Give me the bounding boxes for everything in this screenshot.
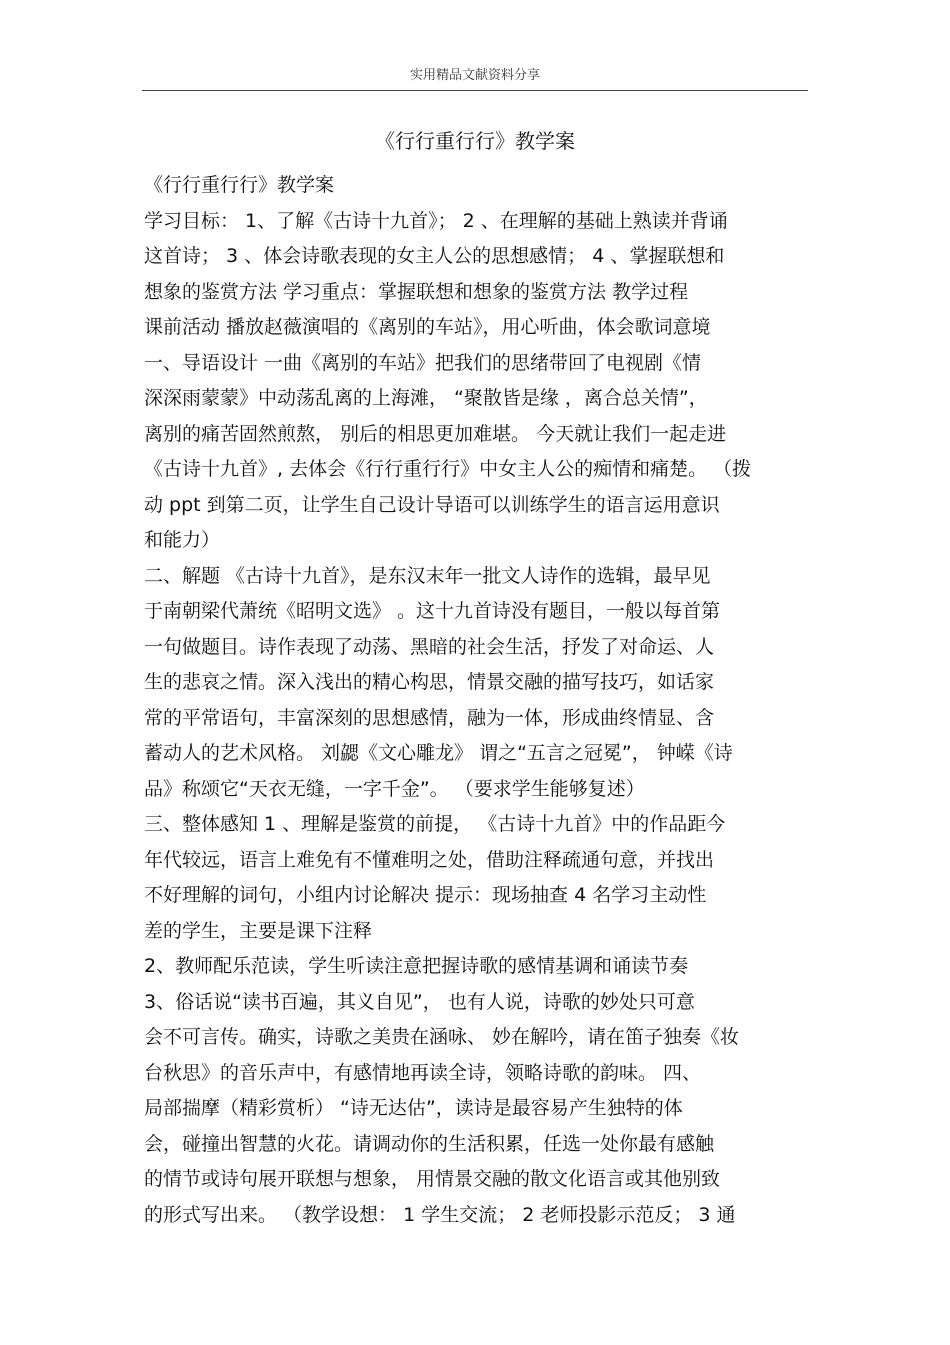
body-line: 不好理解的词句，小组内讨论解决 提示：现场抽查 4 名学习主动性 [144,884,707,906]
body-line: 《行行重行行》教学案 [144,174,335,196]
page-header: 实用精品文献资料分享 [409,68,540,83]
document-body [144,168,808,1233]
body-line: 局部揣摩（精彩赏析） “诗无达估”，读诗是最容易产生独特的体 [144,1097,683,1119]
body-line: 一、导语设计 一曲《离别的车站》把我们的思绪带回了电视剧《情 [144,351,702,374]
body-line: 生的悲哀之情。深入浅出的精心构思，情景交融的描写技巧，如话家 [144,671,715,693]
body-line: 二、解题 《古诗十九首》，是东汉末年一批文人诗作的选辑，最早见 [144,564,711,587]
body-line: 的形式写出来。 （教学设想： 1 学生交流； 2 老师投影示范反； 3 通 [144,1203,736,1226]
body-line: 三、整体感知 1 、理解是鉴赏的前提， 《古诗十九首》中的作品距今 [144,813,726,835]
body-line: 这首诗； 3 、体会诗歌表现的女主人公的思想感情； 4 、掌握联想和 [144,245,725,267]
header-divider [142,90,808,91]
body-line: 会，碰撞出智慧的火花。请调动你的生活积累，任选一处你最有感触 [144,1132,715,1155]
body-line: 深深雨蒙蒙》中动荡乱离的上海滩， “聚散皆是缘 ，离合总关情”， [144,387,708,409]
body-line: 差的学生，主要是课下注释 [144,919,373,942]
body-line: 离别的痛苦固然煎熬， 别后的相思更加难堪。 今天就让我们一起走进 [144,422,727,445]
document-title: 《行行重行行》教学案 [375,129,575,153]
body-line: 于南朝梁代萧统《昭明文选》 。这十九首诗没有题目，一般以每首第 [144,600,721,622]
body-line: 3、俗话说“读书百遍，其义自见”， 也有人说，诗歌的妙处只可意 [144,990,695,1013]
body-line: 蓄动人的艺术风格。 刘勰《文心雕龙》 谓之“五言之冠冕”， 钟嵘《诗 [144,742,733,764]
body-line: 《古诗十九首》, 去体会《行行重行行》中女主人公的痴情和痛楚。 （拨 [144,458,752,480]
body-line: 学习目标： 1、了解《古诗十九首》； 2 、在理解的基础上熟读并背诵 [144,209,728,232]
body-line: 想象的鉴赏方法 学习重点：掌握联想和想象的鉴赏方法 教学过程 [144,280,689,303]
body-line: 动 ppt 到第二页，让学生自己设计导语可以训练学生的语言运用意识 [144,493,720,516]
body-line: 和能力） [144,529,221,551]
body-line: 品》称颂它“天衣无缝，一字千金”。 （要求学生能够复述） [144,777,645,800]
body-line: 一句做题目。诗作表现了动荡、黑暗的社会生活，抒发了对命运、人 [144,635,715,658]
body-line: 台秋思》的音乐声中，有感情地再读全诗，领略诗歌的韵味。 四、 [144,1061,702,1084]
body-line: 年代较远，语言上难免有不懂难明之处，借助注释疏通句意，并找出 [144,848,715,871]
body-line: 课前活动 播放赵薇演唱的《离别的车站》，用心听曲，体会歌词意境 [144,316,711,338]
body-line: 2、教师配乐范读，学生听读注意把握诗歌的感情基调和诵读节奏 [144,955,689,977]
body-line: 的情节或诗句展开联想与想象， 用情景交融的散文化语言或其他别致 [144,1168,721,1190]
body-line: 会不可言传。确实，诗歌之美贵在涵咏、 妙在解吟，请在笛子独奏《妆 [144,1026,740,1048]
body-line: 常的平常语句，丰富深刻的思想感情，融为一体，形成曲终情显、含 [144,706,715,729]
